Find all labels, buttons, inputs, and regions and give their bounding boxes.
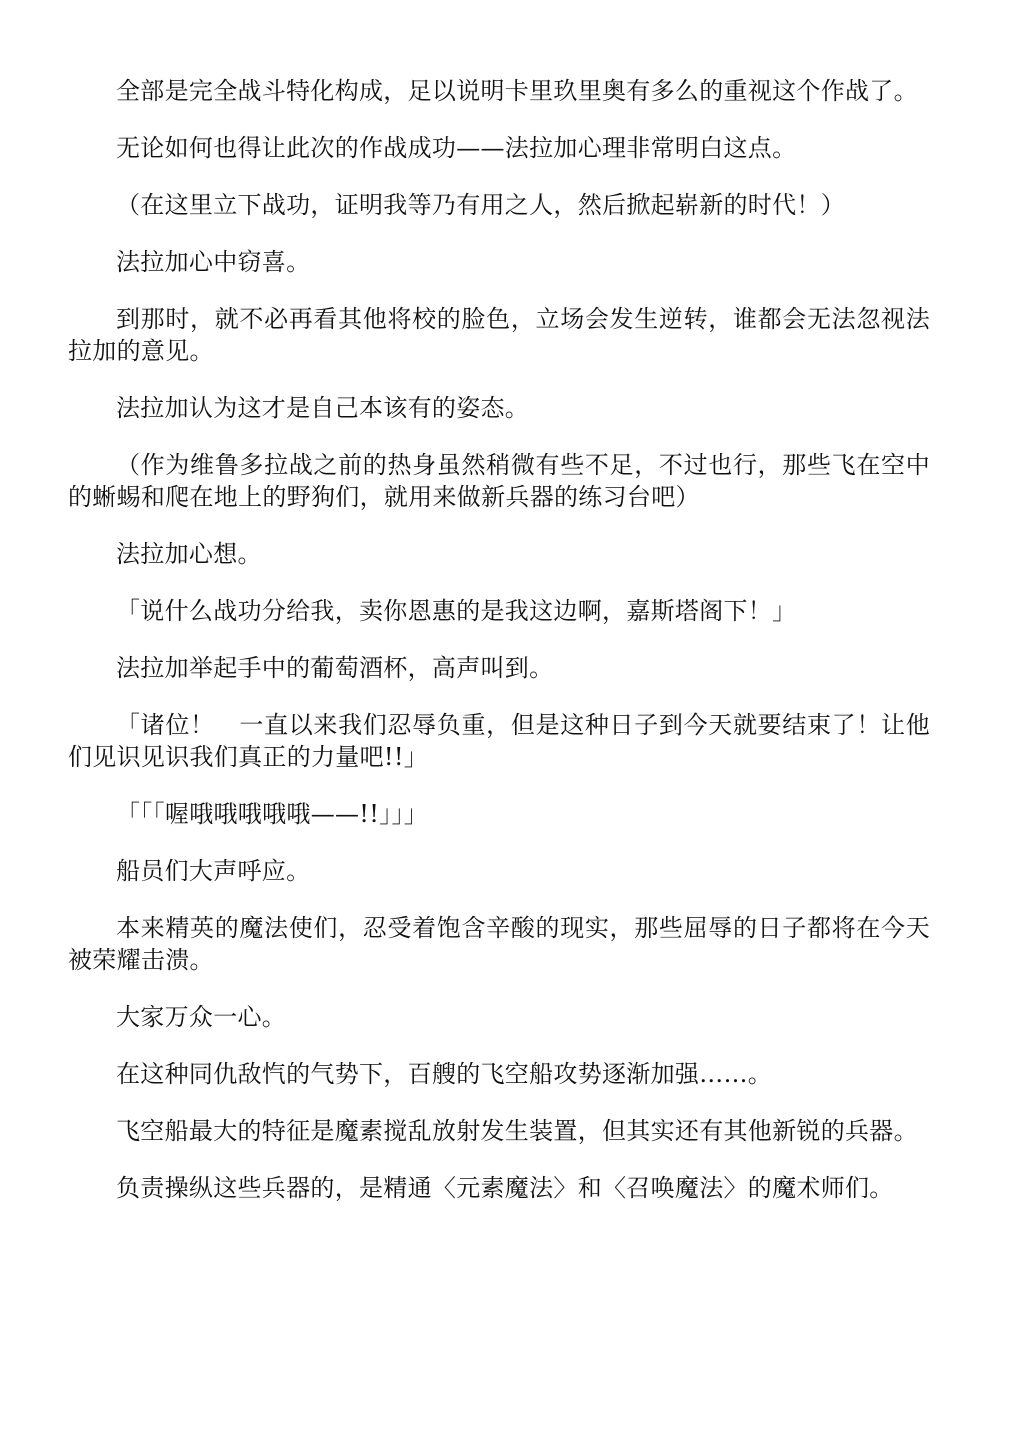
paragraph: 负责操纵这些兵器的，是精通〈元素魔法〉和〈召唤魔法〉的魔术师们。 — [116, 1174, 894, 1202]
paragraph: 法拉加举起手中的葡萄酒杯，高声叫到。 — [116, 654, 554, 682]
paragraph: 飞空船最大的特征是魔素搅乱放射发生装置，但其实还有其他新锐的兵器。 — [116, 1117, 918, 1145]
paragraph: 法拉加心想。 — [116, 540, 262, 568]
paragraph: 在这种同仇敌忾的气势下，百艘的飞空船攻势逐渐加强……。 — [116, 1060, 773, 1088]
paragraph: （作为维鲁多拉战之前的热身虽然稍微有些不足，不过也行，那些飞在空中的蜥蜴和爬在地上的野狗们，就用来做新兵器的练习台吧） — [68, 451, 930, 511]
paragraph: 「「「喔哦哦哦哦哦——!!」」」 — [116, 800, 429, 828]
body-text — [68, 75, 930, 1229]
paragraph: 「诸位！ 一直以来我们忍辱负重，但是这种日子到今天就要结束了！让他们见识见识我们真正的力量吧!!」 — [68, 711, 930, 771]
paragraph: 到那时，就不必再看其他将校的脸色，立场会发生逆转，谁都会无法忽视法拉加的意见。 — [68, 305, 930, 365]
paragraph: 船员们大声呼应。 — [116, 857, 311, 885]
paragraph: 无论如何也得让此次的作战成功——法拉加心理非常明白这点。 — [116, 134, 797, 162]
paragraph: 大家万众一心。 — [116, 1003, 287, 1031]
paragraph: （在这里立下战功，证明我等乃有用之人，然后掀起崭新的时代！） — [116, 191, 845, 219]
paragraph: 本来精英的魔法使们，忍受着饱含辛酸的现实，那些屈辱的日子都将在今天被荣耀击溃。 — [68, 914, 930, 974]
paragraph: 「说什么战功分给我，卖你恩惠的是我这边啊，嘉斯塔阁下！」 — [116, 597, 797, 625]
paragraph: 全部是完全战斗特化构成，足以说明卡里玖里奥有多么的重视这个作战了。 — [116, 77, 918, 105]
paragraph: 法拉加认为这才是自己本该有的姿态。 — [116, 394, 530, 422]
paragraph: 法拉加心中窃喜。 — [116, 248, 311, 276]
